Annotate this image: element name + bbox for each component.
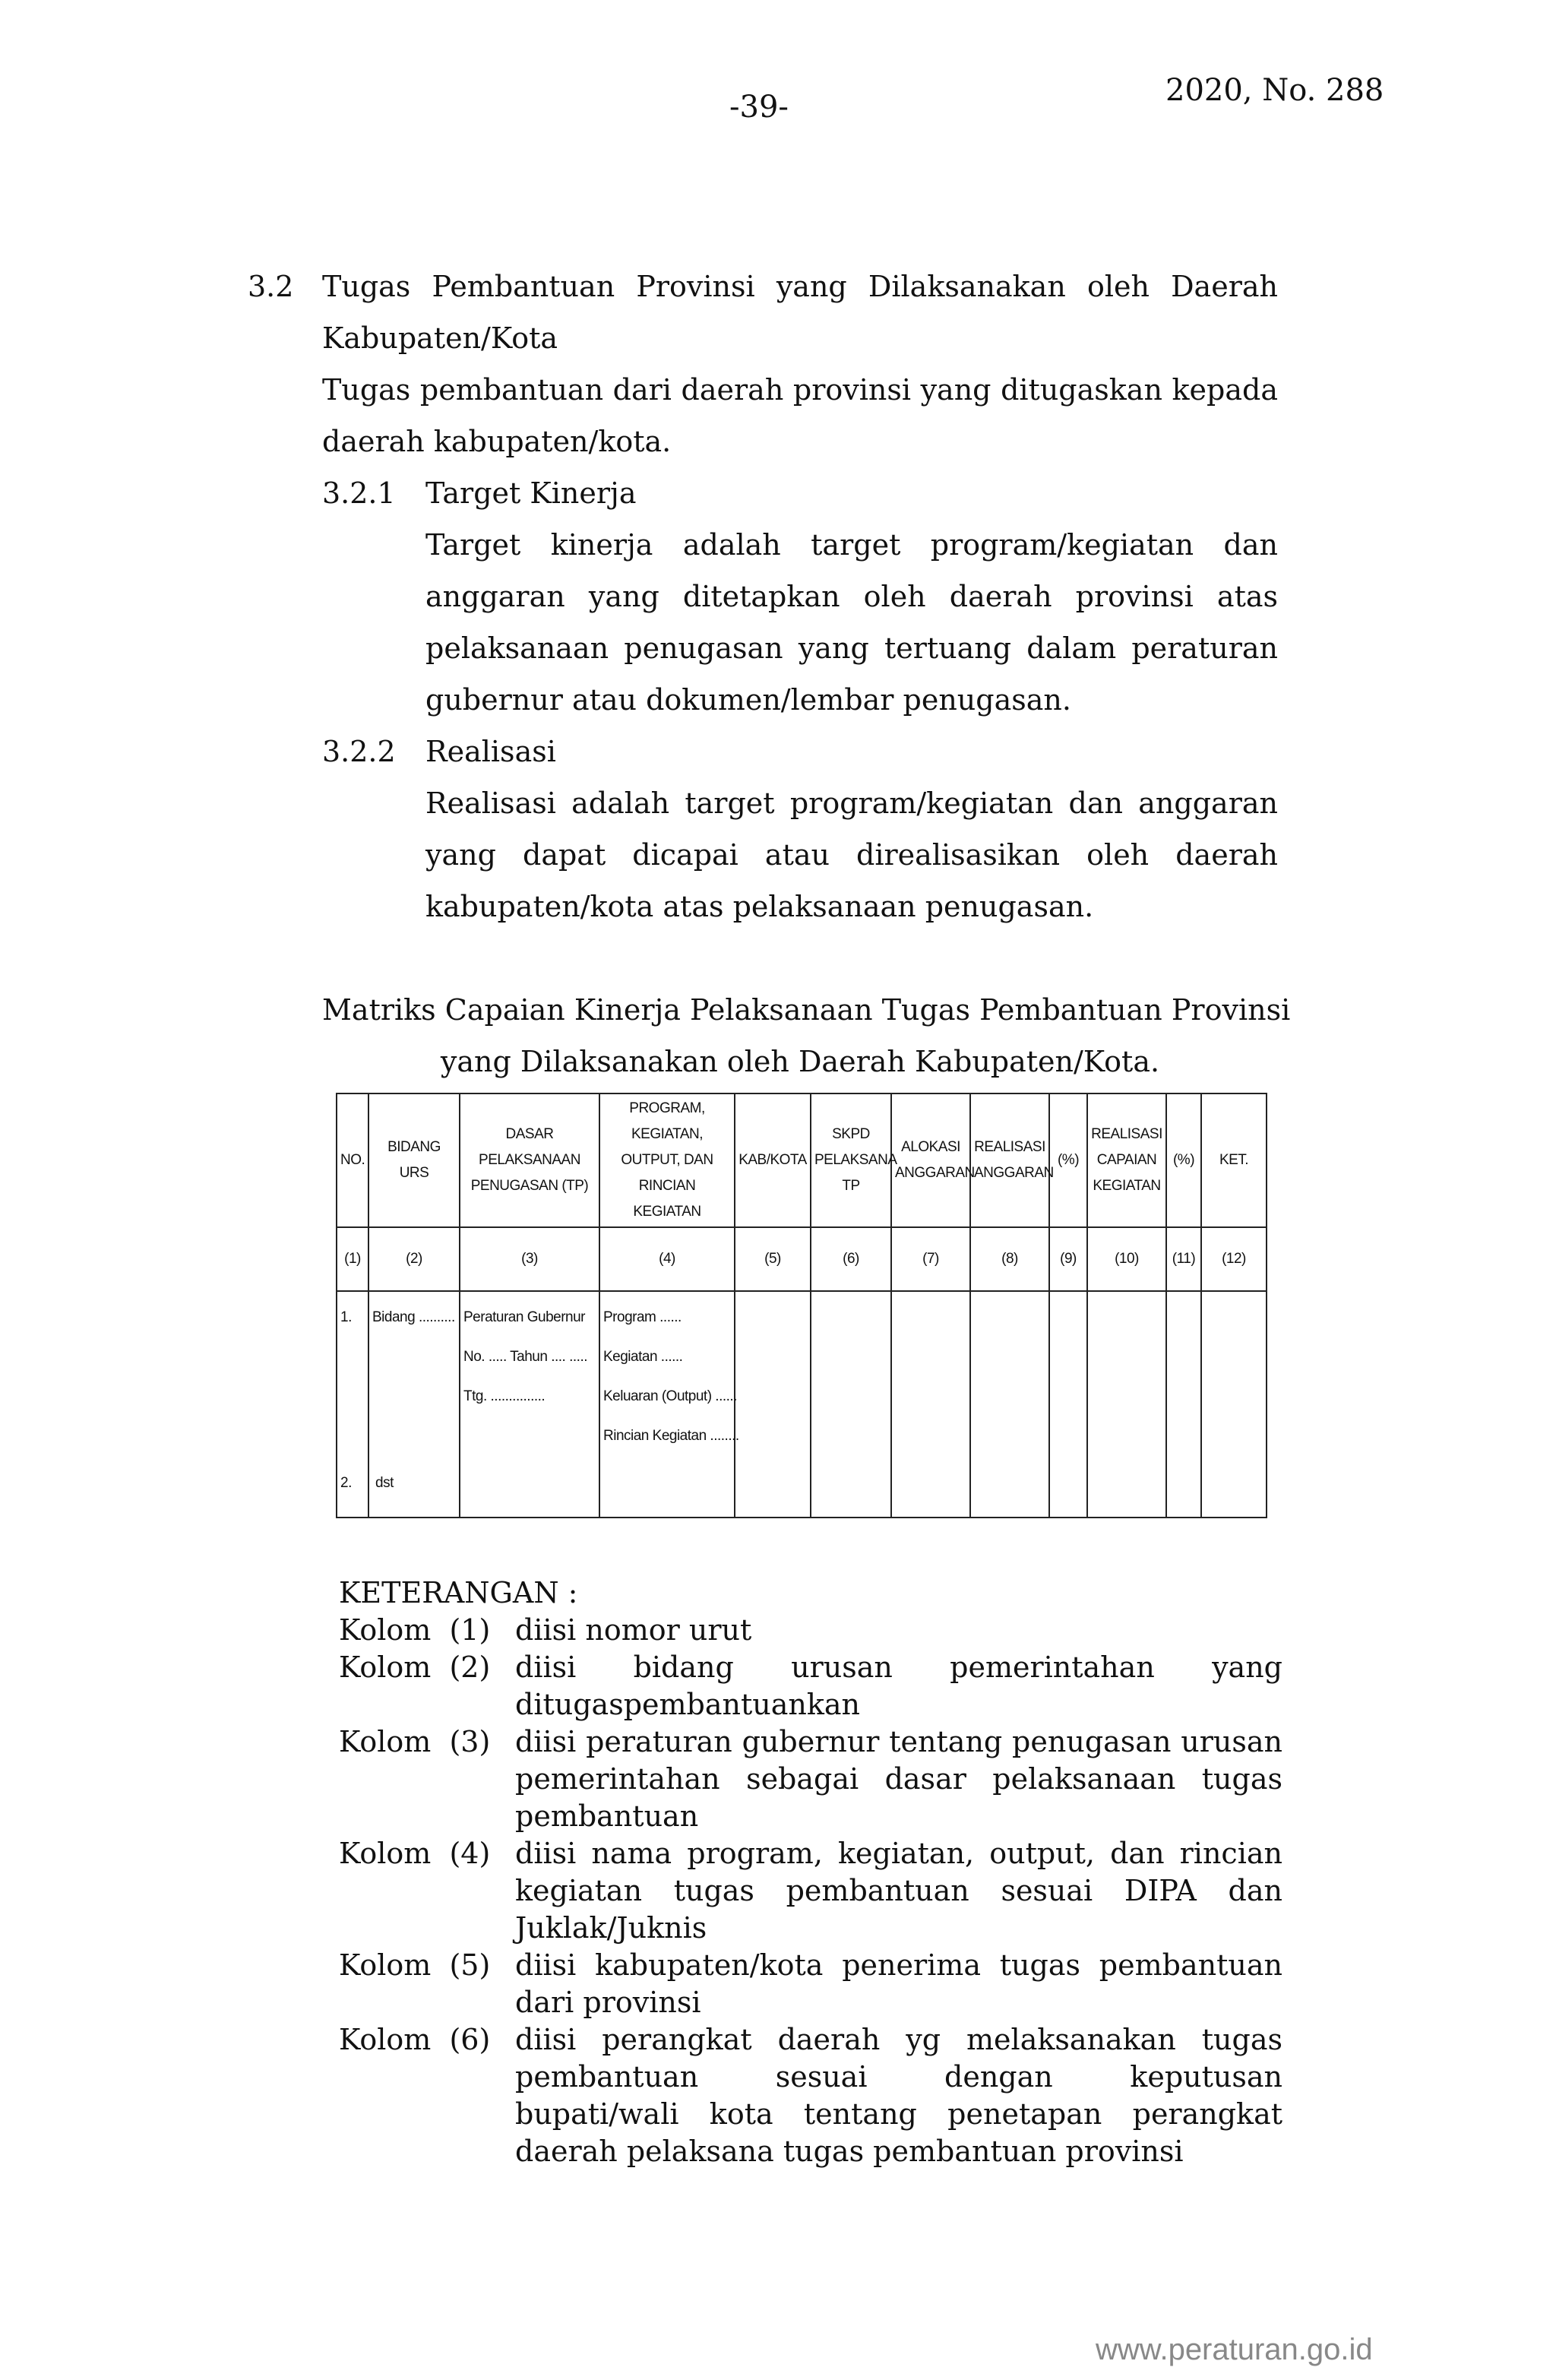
subsection-1-text-line: pelaksanaan penugasan yang tertuang dalam peraturan (425, 631, 1278, 665)
row-1-program-line: Kegiatan ...... (603, 1349, 683, 1365)
section-title-line-1: Tugas Pembantuan Provinsi yang Dilaksanakan oleh Daerah (322, 270, 1278, 303)
section-number: 3.2 (248, 270, 294, 303)
notes-section (339, 1575, 1282, 2170)
row-1-bidang: Bidang .......... (372, 1309, 455, 1325)
row-1-dasar-line: Peraturan Gubernur (463, 1309, 585, 1325)
column-header: PROGRAM, KEGIATAN, OUTPUT, DAN RINCIAN KEGIATAN (599, 1093, 735, 1227)
subsection-1-text-line: gubernur atau dokumen/lembar penugasan. (425, 683, 1071, 717)
section-title-line-2: Kabupaten/Kota (322, 321, 558, 355)
subsection-2-text-line: kabupaten/kota atas pelaksanaan penugasan. (425, 890, 1094, 923)
note-line: diisi peraturan gubernur tentang penugasan urusan (515, 1725, 1282, 1758)
note-label: Kolom (4) (339, 1837, 491, 1870)
note-line: diisi bidang urusan pemerintahan yang (515, 1650, 1282, 1684)
column-header: DASAR PELAKSANAAN PENUGASAN (TP) (460, 1093, 599, 1227)
table-caption-line-2: yang Dilaksanakan oleh Daerah Kabupaten/Kota. (440, 1045, 1160, 1078)
row-1-program-line: Program ...... (603, 1309, 682, 1325)
column-number: (3) (460, 1227, 599, 1291)
empty-cell (735, 1291, 811, 1518)
column-header: SKPD PELAKSANA TP (811, 1093, 891, 1227)
note-label: Kolom (1) (339, 1613, 491, 1647)
note-line: diisi perangkat daerah yg melaksanakan tugas (515, 2023, 1282, 2056)
column-number: (12) (1201, 1227, 1267, 1291)
note-item (339, 1612, 1282, 1649)
row-1-program-line: Keluaran (Output) ...... (603, 1388, 737, 1404)
subsection-2-title: Realisasi (425, 735, 556, 768)
column-number: (6) (811, 1227, 891, 1291)
subsection-1-number: 3.2.1 (322, 476, 396, 510)
subsection-2-number: 3.2.2 (322, 735, 396, 768)
table-row (337, 1291, 1267, 1518)
subsection-2-text-line: yang dapat dicapai atau direalisasikan oleh daerah (425, 838, 1278, 872)
column-number: (2) (368, 1227, 460, 1291)
row-1-program-line: Rincian Kegiatan ........ (603, 1428, 739, 1444)
note-item (339, 1723, 1282, 1835)
column-header: NO. (337, 1093, 368, 1227)
empty-cell (970, 1291, 1049, 1518)
column-number: (4) (599, 1227, 735, 1291)
section-description-line-1: Tugas pembantuan dari daerah provinsi yang ditugaskan kepada (322, 373, 1278, 407)
note-line: Juklak/Juknis (515, 1911, 707, 1945)
note-label: Kolom (2) (339, 1650, 491, 1684)
subsection-1-title: Target Kinerja (425, 476, 637, 510)
empty-cell (891, 1291, 970, 1518)
row-1-dasar-line: No. ..... Tahun .... ..... (463, 1349, 588, 1365)
subsection-1-text-line: anggaran yang ditetapkan oleh daerah provinsi atas (425, 580, 1278, 613)
empty-cell (1087, 1291, 1166, 1518)
row-1-number: 1. (340, 1309, 352, 1325)
column-header: BIDANG URS (368, 1093, 460, 1227)
note-line: ditugaspembantuankan (515, 1688, 861, 1721)
note-item (339, 2021, 1282, 2170)
row-1-dasar-line: Ttg. ............... (463, 1388, 546, 1404)
page-number: -39- (729, 90, 789, 125)
column-header: ALOKASI ANGGARAN (891, 1093, 970, 1227)
note-label: Kolom (5) (339, 1948, 491, 1982)
subsection-1-text-line: Target kinerja adalah target program/kegiatan dan (425, 528, 1278, 562)
note-item (339, 1947, 1282, 2021)
column-number: (1) (337, 1227, 368, 1291)
column-header: KET. (1201, 1093, 1267, 1227)
note-line: pemerintahan sebagai dasar pelaksanaan tugas (515, 1762, 1282, 1796)
document-reference: 2020, No. 288 (1165, 73, 1384, 108)
note-line: dari provinsi (515, 1986, 701, 2019)
note-line: diisi kabupaten/kota penerima tugas pembantuan (515, 1948, 1282, 1982)
notes-title: KETERANGAN : (339, 1576, 578, 1609)
note-item (339, 1835, 1282, 1947)
note-line: diisi nama program, kegiatan, output, dan rincian (515, 1837, 1282, 1870)
row-2-number: 2. (340, 1475, 352, 1491)
empty-cell (1049, 1291, 1087, 1518)
column-number: (5) (735, 1227, 811, 1291)
section-description-line-2: daerah kabupaten/kota. (322, 425, 672, 458)
column-header: (%) (1049, 1093, 1087, 1227)
note-item (339, 1649, 1282, 1723)
column-header: REALISASI ANGGARAN (970, 1093, 1049, 1227)
note-line: kegiatan tugas pembantuan sesuai DIPA dan (515, 1874, 1282, 1907)
note-line: diisi nomor urut (515, 1613, 752, 1647)
footer-url: www.peraturan.go.id (1096, 2333, 1373, 2366)
empty-cell (811, 1291, 891, 1518)
empty-cell (1166, 1291, 1201, 1518)
column-number: (11) (1166, 1227, 1201, 1291)
note-line: daerah pelaksana tugas pembantuan provinsi (515, 2135, 1184, 2168)
column-header: REALISASI CAPAIAN KEGIATAN (1087, 1093, 1166, 1227)
table-caption-line-1: Matriks Capaian Kinerja Pelaksanaan Tugas Pembantuan Provinsi (322, 993, 1291, 1027)
empty-cell (1201, 1291, 1267, 1518)
note-line: pembantuan (515, 1799, 699, 1833)
column-number: (8) (970, 1227, 1049, 1291)
note-line: bupati/wali kota tentang penetapan perangkat (515, 2097, 1282, 2131)
row-2-bidang: dst (375, 1475, 394, 1491)
note-label: Kolom (3) (339, 1725, 491, 1758)
note-label: Kolom (6) (339, 2023, 491, 2056)
column-number: (10) (1087, 1227, 1166, 1291)
subsection-2-text-line: Realisasi adalah target program/kegiatan dan anggaran (425, 786, 1278, 820)
note-line: pembantuan sesuai dengan keputusan (515, 2060, 1282, 2094)
matrix-table (336, 1093, 1263, 1518)
column-header: KAB/KOTA (735, 1093, 811, 1227)
column-number: (9) (1049, 1227, 1087, 1291)
column-number: (7) (891, 1227, 970, 1291)
column-header: (%) (1166, 1093, 1201, 1227)
